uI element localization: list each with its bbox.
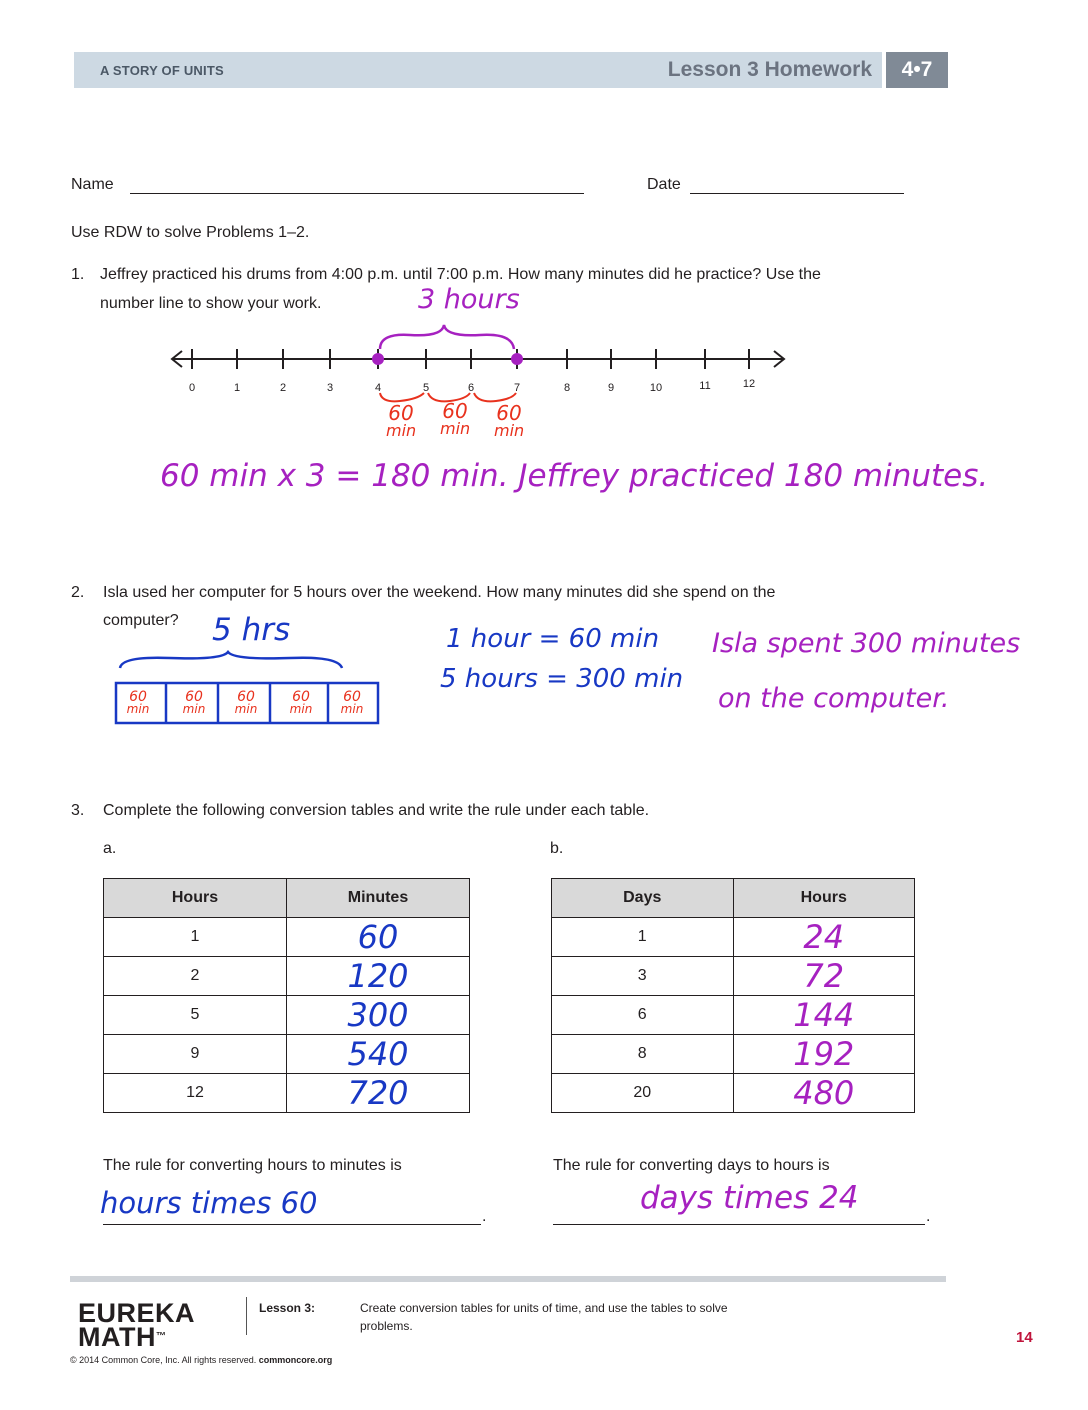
table-row — [552, 1035, 915, 1074]
hand-answer: 24 — [803, 918, 845, 956]
problem2-text-line1: Isla used her computer for 5 hours over the weekend. How many minutes did she spend on the — [103, 584, 776, 601]
tick-label-9: 9 — [607, 382, 615, 394]
table-a-header-hours: Hours — [104, 879, 287, 918]
table-b-answer-cell[interactable] — [733, 957, 915, 996]
hand-interval-1-unit: min — [386, 421, 417, 440]
tick-label-1: 1 — [233, 382, 241, 394]
table-b-header-row — [552, 879, 915, 918]
hand-answer: 720 — [347, 1074, 409, 1112]
table-row — [104, 996, 470, 1035]
logo-line2: MATH — [78, 1322, 156, 1352]
problem1-text-line1: Jeffrey practiced his drums from 4:00 p.m. until 7:00 p.m. How many minutes did he practice? Use the — [100, 266, 821, 283]
point-4 — [372, 353, 384, 365]
tick-label-7: 7 — [513, 382, 521, 394]
table-b-cell: 8 — [552, 1035, 734, 1074]
problem1-number: 1. — [71, 266, 85, 283]
table-a-header-minutes: Minutes — [287, 879, 470, 918]
footer-rule — [70, 1276, 946, 1282]
rule-a-text: The rule for converting hours to minutes is — [103, 1157, 402, 1174]
table-row — [552, 957, 915, 996]
hand-rule-b: days times 24 — [640, 1180, 859, 1216]
hand-answer-problem1: 60 min x 3 = 180 min. Jeffrey practiced 180 minutes. — [160, 458, 989, 494]
lesson-title: Lesson 3 Homework — [667, 58, 872, 81]
table-b-answer-cell[interactable] — [733, 1035, 915, 1074]
tick-label-5: 5 — [422, 382, 430, 394]
table-a-answer-cell[interactable] — [287, 1035, 470, 1074]
rule-a-answer-line[interactable] — [103, 1224, 481, 1225]
footer-lesson-label: Lesson 3: — [259, 1301, 316, 1315]
hand-answer: 120 — [347, 957, 409, 995]
table-b-header-hours: Hours — [733, 879, 915, 918]
tape-segment-5 — [332, 691, 372, 715]
hand-brace-3-hours — [380, 325, 514, 349]
tape-segment-2-num: 60 — [185, 689, 203, 705]
tape-segment-3-unit: min — [234, 702, 258, 716]
table-a-answer-cell[interactable] — [287, 957, 470, 996]
table-row — [552, 918, 915, 957]
table-row — [552, 996, 915, 1035]
tape-segment-5-num: 60 — [343, 689, 361, 705]
tick-label-2: 2 — [279, 382, 287, 394]
series-title: A STORY OF UNITS — [100, 63, 224, 78]
tape-segment-5-unit: min — [340, 702, 364, 716]
table-a-cell: 2 — [104, 957, 287, 996]
instructions: Use RDW to solve Problems 1–2. — [71, 224, 310, 241]
tick-label-8: 8 — [563, 382, 571, 394]
hand-answer-problem2-line1: Isla spent 300 minutes — [712, 628, 1021, 659]
tick-label-6: 6 — [467, 382, 475, 394]
hand-answer: 540 — [347, 1035, 409, 1073]
hand-answer: 60 — [357, 918, 399, 956]
hand-interval-2 — [440, 399, 471, 438]
tick-label-11: 11 — [699, 380, 711, 392]
hand-work-line2: 5 hours = 300 min — [440, 664, 684, 694]
table-b-cell: 3 — [552, 957, 734, 996]
hand-answer: 144 — [793, 996, 855, 1034]
hand-work-line1: 1 hour = 60 min — [446, 624, 660, 654]
date-label: Date — [647, 176, 681, 193]
table-b-cell: 20 — [552, 1074, 734, 1113]
table-a — [103, 878, 470, 1113]
hand-answer: 72 — [803, 957, 845, 995]
problem3-text: Complete the following conversion tables and write the rule under each table. — [103, 802, 650, 819]
tick-label-10: 10 — [649, 382, 663, 394]
footer-description: Create conversion tables for units of time, and use the tables to solve problems. — [360, 1301, 728, 1333]
problem1-text-line2: number line to show your work. — [100, 295, 322, 312]
hand-label-3-hours: 3 hours — [418, 284, 520, 315]
table-b-answer-cell[interactable] — [733, 918, 915, 957]
table-row — [104, 1035, 470, 1074]
rule-b-text: The rule for converting days to hours is — [553, 1157, 830, 1174]
table-a-label: a. — [103, 840, 117, 857]
table-b-cell: 6 — [552, 996, 734, 1035]
logo-line1: EUREKA — [78, 1298, 196, 1328]
hand-answer: 300 — [347, 996, 409, 1034]
tape-segment-4 — [277, 691, 325, 715]
tape-segment-2 — [172, 691, 216, 715]
tape-segment-2-unit: min — [182, 702, 206, 716]
hand-interval-3-num: 60 — [496, 401, 522, 425]
number-line — [172, 349, 784, 369]
hand-interval-2-num: 60 — [442, 399, 468, 423]
number-line-diagram — [160, 315, 800, 435]
table-a-cell: 5 — [104, 996, 287, 1035]
problem2-number: 2. — [71, 584, 85, 601]
table-a-answer-cell[interactable] — [287, 996, 470, 1035]
hand-tape-label: 5 hrs — [212, 612, 291, 648]
tape-segment-1 — [118, 691, 158, 715]
page-number: 14 — [1016, 1329, 1033, 1346]
tape-segment-3 — [224, 691, 268, 715]
table-b-answer-cell[interactable] — [733, 1074, 915, 1113]
table-row — [104, 918, 470, 957]
hand-interval-2-unit: min — [440, 419, 471, 438]
problem2-text-line2: computer? — [103, 612, 179, 629]
table-b-label: b. — [550, 840, 564, 857]
name-field[interactable] — [130, 193, 584, 194]
hand-interval-1 — [386, 401, 417, 440]
rule-b-period: . — [926, 1208, 931, 1225]
name-label: Name — [71, 176, 114, 193]
hand-interval-1-num: 60 — [388, 401, 414, 425]
logo-trademark: ™ — [155, 1331, 167, 1342]
hand-rule-a: hours times 60 — [100, 1186, 318, 1220]
copyright — [70, 1355, 332, 1365]
tick-label-12: 12 — [742, 378, 756, 390]
hand-tape-brace — [120, 652, 342, 668]
tape-segment-4-num: 60 — [292, 689, 310, 705]
eureka-math-logo — [78, 1298, 196, 1352]
problem3-number: 3. — [71, 802, 85, 819]
table-a-cell: 1 — [104, 918, 287, 957]
tape-segment-3-num: 60 — [237, 689, 255, 705]
copyright-link[interactable]: commoncore.org — [258, 1355, 333, 1365]
tape-segment-1-num: 60 — [129, 689, 147, 705]
tick-label-0: 0 — [188, 382, 196, 394]
table-b-answer-cell[interactable] — [733, 996, 915, 1035]
hand-answer: 192 — [793, 1035, 855, 1073]
date-field[interactable] — [690, 193, 904, 194]
table-row — [104, 957, 470, 996]
tick-labels — [189, 378, 755, 394]
table-row — [552, 1074, 915, 1113]
table-row — [104, 1074, 470, 1113]
table-a-cell: 9 — [104, 1035, 287, 1074]
tape-segment-1-unit: min — [126, 702, 150, 716]
hand-answer: 480 — [793, 1074, 855, 1112]
footer-divider — [246, 1297, 247, 1335]
copyright-text: © 2014 Common Core, Inc. All rights reserved. — [70, 1355, 257, 1365]
rule-b-answer-line[interactable] — [553, 1224, 925, 1225]
hand-answer-problem2-line2: on the computer. — [718, 683, 950, 714]
table-a-answer-cell[interactable] — [287, 1074, 470, 1113]
tape-segment-4-unit: min — [289, 702, 313, 716]
table-b — [551, 878, 915, 1113]
tick-label-3: 3 — [326, 382, 334, 394]
point-7 — [511, 353, 523, 365]
table-a-answer-cell[interactable] — [287, 918, 470, 957]
tick-label-4: 4 — [374, 382, 382, 394]
rule-a-period: . — [482, 1208, 487, 1225]
table-b-header-days: Days — [552, 879, 734, 918]
hand-interval-3-unit: min — [494, 421, 525, 440]
table-a-header-row — [104, 879, 470, 918]
hand-interval-3 — [494, 401, 525, 440]
table-b-cell: 1 — [552, 918, 734, 957]
grade-module-badge: 4•7 — [886, 52, 948, 88]
table-a-cell: 12 — [104, 1074, 287, 1113]
